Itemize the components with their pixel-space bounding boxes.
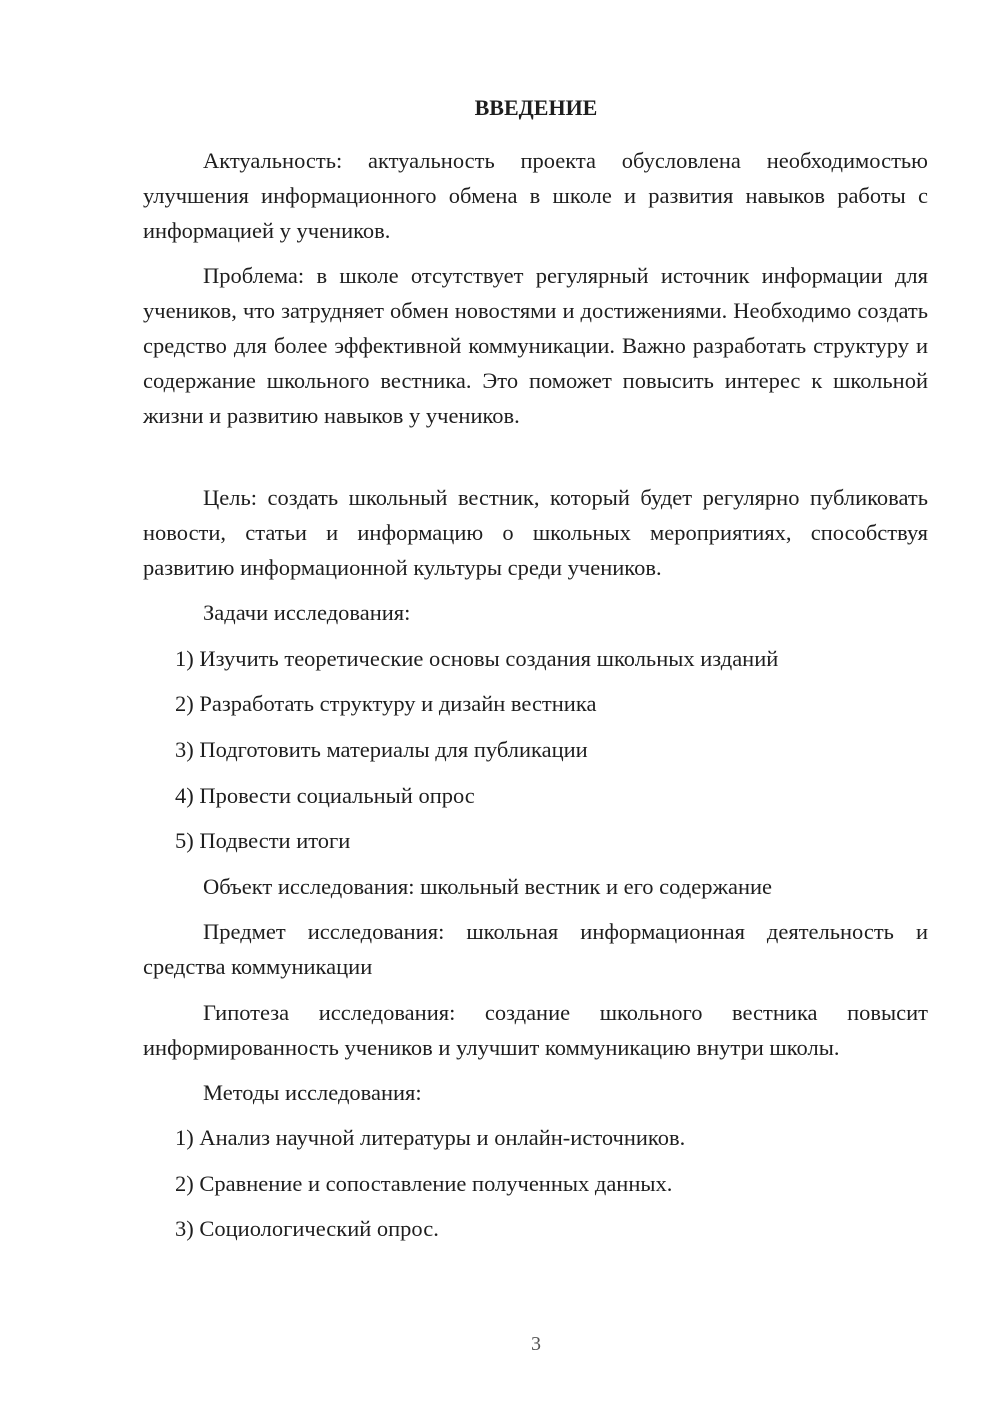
page-number: 3 (531, 1333, 541, 1355)
paragraph-subject: Предмет исследования: школьная информационная деятельность и средства коммуникации (143, 919, 928, 979)
method-item-1: 1) Анализ научной литературы и онлайн-источников. (175, 1125, 686, 1150)
method-item-3: 3) Социологический опрос. (175, 1216, 439, 1241)
task-item-3: 3) Подготовить материалы для публикации (175, 737, 588, 762)
page-title: ВВЕДЕНИЕ (474, 95, 598, 120)
task-item-2: 2) Разработать структуру и дизайн вестника (175, 691, 597, 716)
task-item-4: 4) Провести социальный опрос (175, 783, 475, 808)
paragraph-object: Объект исследования: школьный вестник и его содержание (203, 874, 773, 899)
methods-heading: Методы исследования: (203, 1080, 422, 1105)
method-item-2: 2) Сравнение и сопоставление полученных данных. (175, 1171, 673, 1196)
paragraph-problem: Проблема: в школе отсутствует регулярный источник информации для учеников, что затрудняет обмен новостями и достижениями. Необходимо создать средство для более эффективной коммуникации. Важно разработать структуру и содержание школьного вестника. Это поможет повысить интерес к школьной жизни и развитию навыков у учеников. (143, 263, 928, 428)
paragraph-goal: Цель: создать школьный вестник, который будет регулярно публиковать новости, статьи и информацию о школьных мероприятиях, способствуя развитию информационной культуры среди учеников. (143, 485, 928, 580)
paragraph-relevance: Актуальность: актуальность проекта обусловлена необходимостью улучшения информационного обмена в школе и развития навыков работы с информацией у учеников. (143, 148, 928, 243)
task-item-1: 1) Изучить теоретические основы создания школьных изданий (175, 646, 779, 671)
paragraph-hypothesis: Гипотеза исследования: создание школьного вестника повысит информированность учеников и улучшит коммуникацию внутри школы. (143, 1000, 928, 1060)
task-item-5: 5) Подвести итоги (175, 828, 351, 853)
tasks-heading: Задачи исследования: (203, 600, 411, 625)
